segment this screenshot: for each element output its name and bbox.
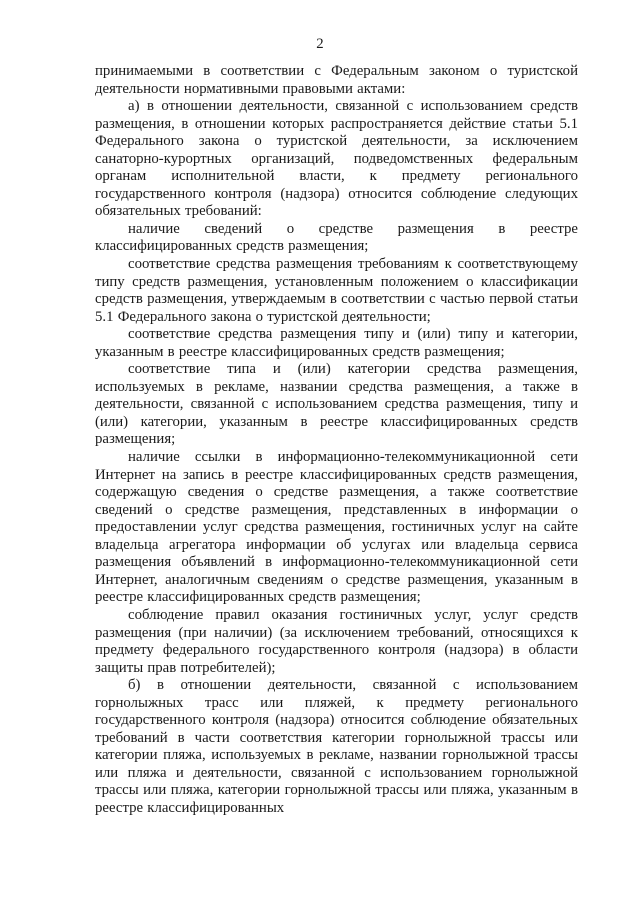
page-number: 2 — [316, 36, 324, 52]
paragraph: наличие сведений о средстве размещения в реестре классифицированных средств размещения; — [95, 220, 578, 255]
paragraph: соответствие средства размещения типу и (или) типу и категории, указанным в реестре классифицированных средств размещения; — [95, 326, 578, 360]
paragraph: а) в отношении деятельности, связанной с использованием средств размещения, в отношении которых распространяется действие статьи 5.1 Федерального закона о туристской деятельности, за исключением санаторно-курортных организаций, подведомственных федеральным органам исполнительной власти, к предмету регионального государственного контроля (надзора) относится соблюдение следующих обязательных требований: — [95, 98, 578, 220]
paragraph: принимаемыми в соответствии с Федеральным законом о туристской деятельности нормативными правовыми актами: — [95, 63, 578, 97]
paragraph: соответствие типа и (или) категории средства размещения, используемых в рекламе, названии средства размещения, а также в деятельности, связанной с использованием средства размещения, типу и (или) категории, указанным в реестре классифицированных средств размещения; — [95, 361, 578, 448]
paragraph: наличие ссылки в информационно-телекоммуникационной сети Интернет на запись в реестре классифицированных средств размещения, содержащую сведения о средстве размещения, а также соответствие сведений о средстве размещения, представленных в информации о предоставлении услуг средства размещения, гостиничных услуг на сайте владельца агрегатора информации об услугах или владельца сервиса размещения объявлений в информационно-телекоммуникационной сети Интернет, аналогичным сведениям о средстве размещения, указанным в реестре классифицированных средств размещения; — [95, 449, 578, 606]
document-body — [95, 63, 578, 818]
paragraph: соответствие средства размещения требованиям к соответствующему типу средств размещения, установленным положением о классификации средств размещения, утверждаемым в соответствии с частью первой статьи 5.1 Федерального закона о туристской деятельности; — [95, 256, 578, 325]
paragraph: соблюдение правил оказания гостиничных услуг, услуг средств размещения (при наличии) (за исключением требований, относящихся к предмету федерального государственного контроля (надзора) в области защиты прав потребителей); — [95, 606, 578, 676]
paragraph: б) в отношении деятельности, связанной с использованием горнолыжных трасс или пляжей, к предмету регионального государственного контроля (надзора) относится соблюдение обязательных требований в части соответствия категории горнолыжной трассы или категории пляжа, используемых в рекламе, названии горнолыжной трассы или пляжа и деятельности, связанной с использованием горнолыжной трассы или пляжа, категории горнолыжной трассы или пляжа, указанным в реестре классифицированных — [95, 677, 578, 816]
